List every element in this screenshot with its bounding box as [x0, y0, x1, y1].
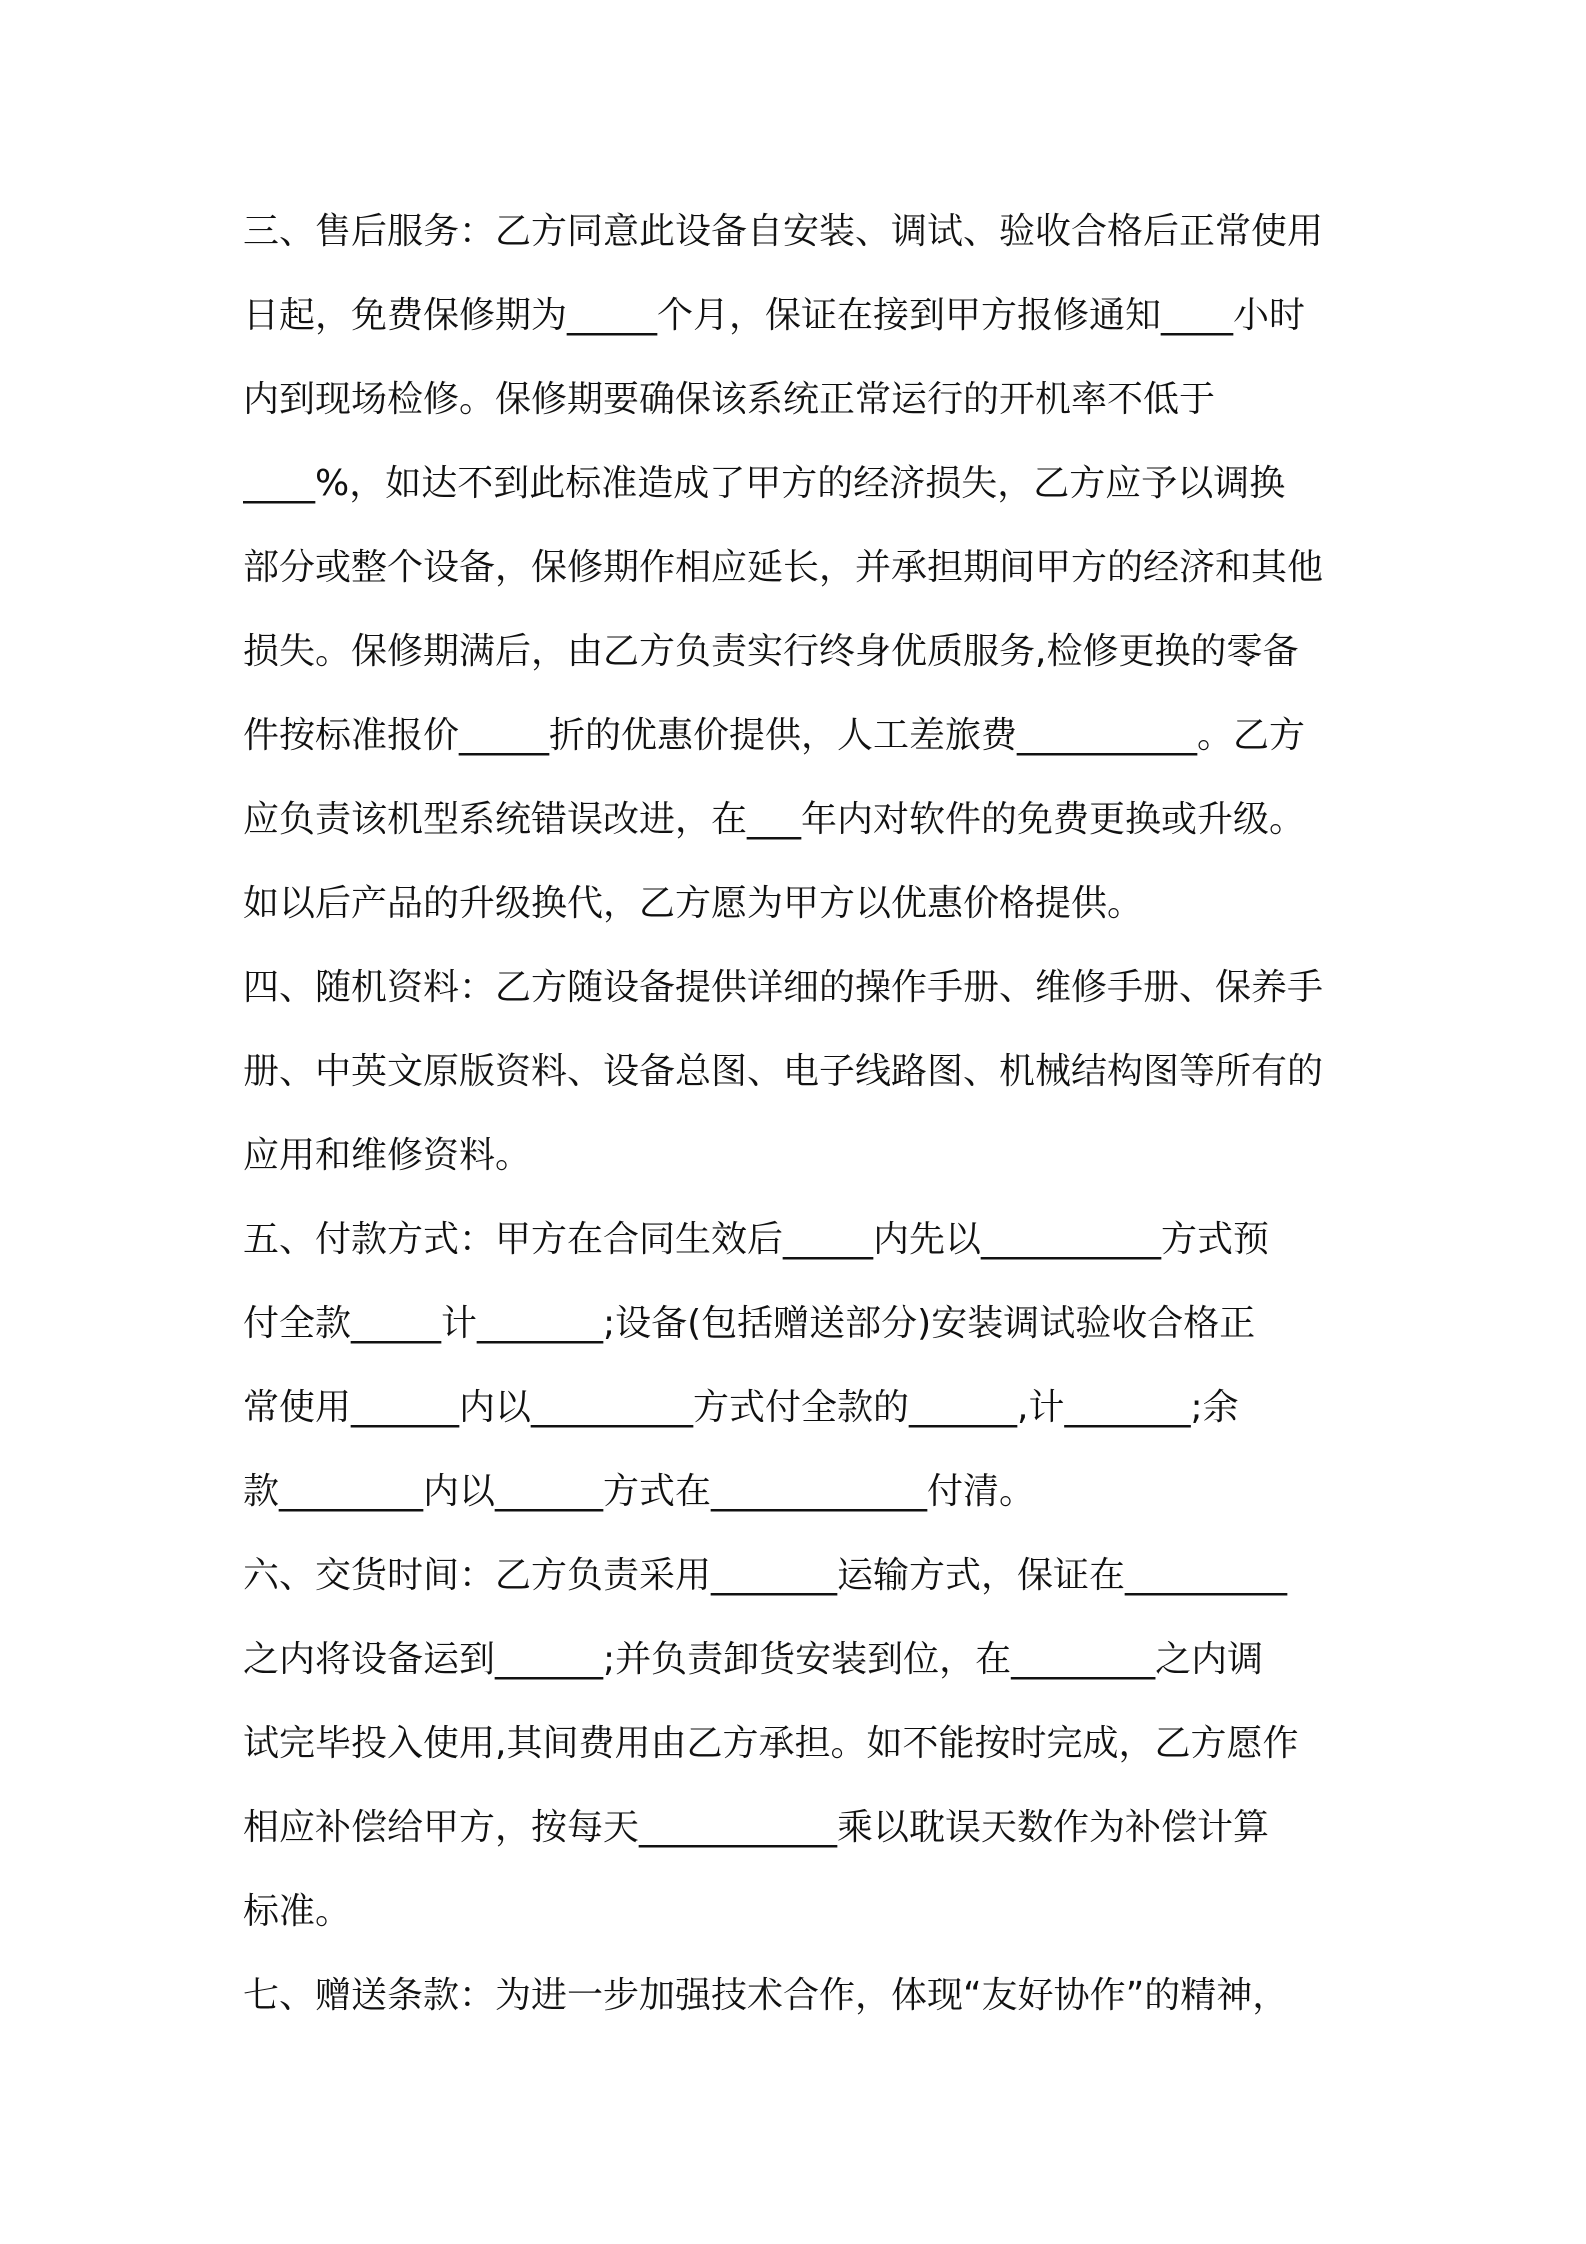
text-line: 四、随机资料：乙方随设备提供详细的操作手册、维修手册、保养手: [243, 967, 1324, 1008]
text-line: 损失。保修期满后，由乙方负责实行终身优质服务,检修更换的零备: [243, 631, 1299, 672]
text-line: 应用和维修资料。: [243, 1135, 532, 1176]
text-line: 七、赠送条款：为进一步加强技术合作，体现“友好协作”的精神，: [243, 1975, 1289, 2016]
text-line: 应负责该机型系统错误改进，在___年内对软件的免费更换或升级。: [243, 799, 1306, 840]
text-line: 日起，免费保修期为_____个月，保证在接到甲方报修通知____小时: [243, 295, 1306, 336]
text-line: 标准。: [243, 1891, 352, 1932]
text-line: 册、中英文原版资料、设备总图、电子线路图、机械结构图等所有的: [243, 1051, 1324, 1092]
text-line: 内到现场检修。保修期要确保该系统正常运行的开机率不低于: [243, 379, 1216, 420]
text-line: 三、售后服务：乙方同意此设备自安装、调试、验收合格后正常使用: [243, 211, 1324, 252]
text-line: 六、交货时间：乙方负责采用_______运输方式，保证在_________: [243, 1555, 1288, 1596]
contract-text: [243, 190, 1353, 2038]
text-line: 件按标准报价_____折的优惠价提供，人工差旅费__________。乙方: [243, 715, 1306, 756]
text-line: 常使用______内以_________方式付全款的______,计_______;余: [243, 1387, 1239, 1428]
text-line: 付全款_____计_______;设备(包括赠送部分)安装调试验收合格正: [243, 1303, 1256, 1344]
text-line: 部分或整个设备，保修期作相应延长，并承担期间甲方的经济和其他: [243, 547, 1324, 588]
text-line: 试完毕投入使用,其间费用由乙方承担。如不能按时完成，乙方愿作: [243, 1723, 1299, 1764]
text-line: 之内将设备运到______;并负责卸货安装到位，在________之内调: [243, 1639, 1264, 1680]
text-line: 款________内以______方式在____________付清。: [243, 1471, 1036, 1512]
text-line: ____%，如达不到此标准造成了甲方的经济损失，乙方应予以调换: [243, 463, 1286, 504]
text-line: 五、付款方式：甲方在合同生效后_____内先以__________方式预: [243, 1219, 1270, 1260]
text-line: 相应补偿给甲方，按每天___________乘以耽误天数作为补偿计算: [243, 1807, 1270, 1848]
text-line: 如以后产品的升级换代，乙方愿为甲方以优惠价格提供。: [243, 883, 1144, 924]
